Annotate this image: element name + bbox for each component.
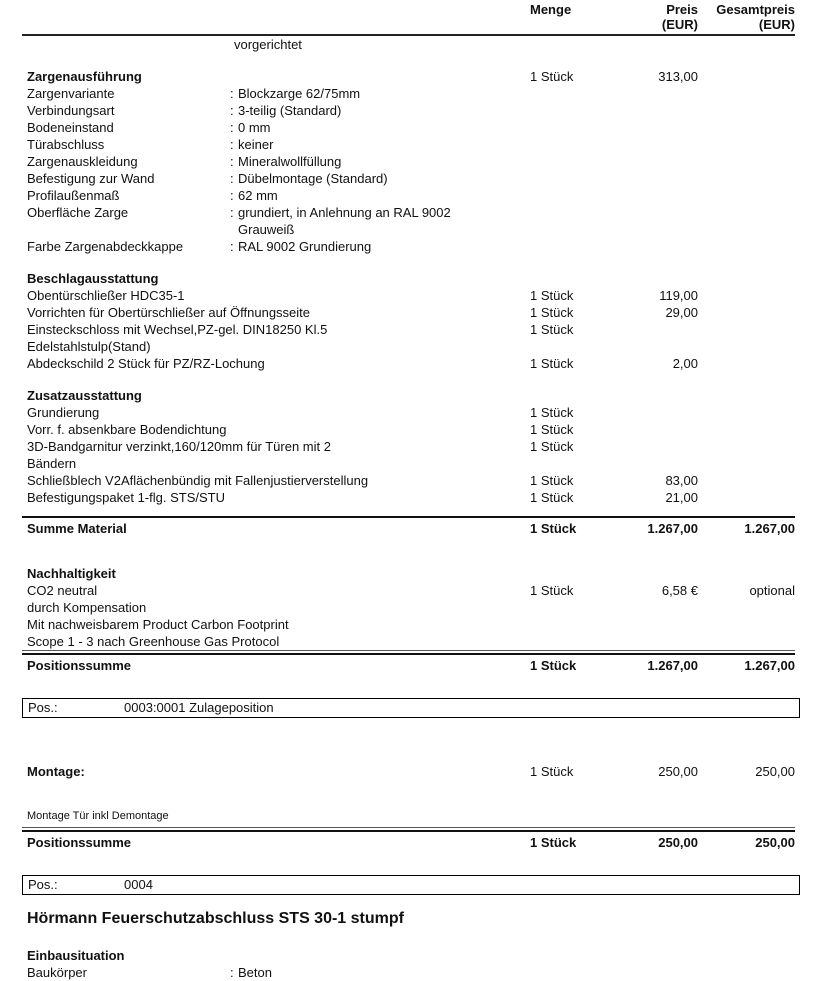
item-total: [698, 810, 795, 827]
attribute-total-spacer: [698, 204, 795, 238]
item-price: [610, 616, 698, 633]
item-total: 250,00: [755, 835, 795, 850]
attribute-row: [22, 153, 795, 170]
item-quantity: [530, 455, 610, 472]
header-gesamtpreis-currency: (EUR): [758, 17, 795, 32]
attribute-value: 62 mm: [238, 188, 278, 203]
item-description: Montage Tür inkl Demontage: [27, 810, 169, 822]
item-price: 119,00: [659, 288, 698, 303]
item-description: Vorrichten für Obertürschließer auf Öffnungsseite: [27, 305, 311, 320]
item-total: 250,00: [755, 764, 795, 779]
attribute-value: Dübelmontage (Standard): [238, 171, 388, 186]
line-item-row: [22, 287, 795, 304]
attribute-price-spacer: [610, 136, 698, 153]
item-description: Einsteckschloss mit Wechsel,PZ-gel. DIN18250 Kl.5: [27, 322, 328, 337]
attribute-separator: :: [230, 103, 234, 118]
attribute-total-spacer: [698, 170, 795, 187]
line-item-row: [22, 68, 795, 85]
item-price: 250,00: [658, 835, 698, 850]
attribute-quantity-spacer: [530, 964, 610, 981]
attribute-row: [22, 170, 795, 187]
position-box: [22, 875, 800, 895]
attribute-total-spacer: [698, 136, 795, 153]
attribute-quantity-spacer: [530, 187, 610, 204]
document-body: [22, 36, 822, 981]
line-item-row: [22, 321, 795, 338]
attribute-separator: :: [230, 120, 234, 135]
item-quantity: 1 Stück: [530, 356, 574, 371]
item-description: Beschlagausstattung: [27, 271, 159, 286]
line-item-row: [22, 421, 795, 438]
item-description: Bändern: [27, 456, 77, 471]
item-quantity: [530, 616, 610, 633]
attribute-row: [22, 964, 795, 981]
attribute-separator: :: [230, 171, 234, 186]
item-description: Scope 1 - 3 nach Greenhouse Gas Protocol: [27, 634, 280, 649]
item-price: 1.267,00: [647, 520, 698, 536]
line-item-row: [22, 355, 795, 372]
item-total: [698, 438, 795, 455]
item-quantity: [530, 36, 610, 53]
attribute-row: [22, 187, 795, 204]
item-quantity: 1 Stück: [530, 764, 574, 779]
line-item-row: [22, 387, 795, 404]
item-price: 313,00: [658, 69, 698, 84]
attribute-separator: :: [230, 86, 234, 101]
item-total: [698, 355, 795, 372]
position-value: 0003:0001 Zulageposition: [124, 700, 274, 715]
blank-space: [22, 895, 822, 909]
attribute-value: Mineralwollfüllung: [238, 154, 342, 169]
item-description: Befestigungspaket 1-flg. STS/STU: [27, 490, 225, 505]
item-total: [698, 404, 795, 421]
item-quantity: 1 Stück: [530, 520, 577, 536]
attribute-total-spacer: [698, 102, 795, 119]
line-item-row: [22, 455, 795, 472]
item-price: [610, 810, 698, 827]
attribute-price-spacer: [610, 204, 698, 238]
item-description: Montage:: [27, 764, 85, 779]
item-quantity: 1 Stück: [530, 322, 574, 337]
attribute-separator: :: [230, 154, 234, 169]
attribute-price-spacer: [610, 238, 698, 255]
item-quantity: [530, 270, 610, 287]
attribute-separator: :: [230, 137, 234, 152]
item-description: Vorr. f. absenkbare Bodendichtung: [27, 422, 227, 437]
attribute-price-spacer: [610, 187, 698, 204]
line-item-row: [22, 472, 795, 489]
item-description: Edelstahlstulp(Stand): [27, 339, 151, 354]
item-quantity: [530, 565, 610, 582]
item-price: 250,00: [658, 764, 698, 779]
item-description: Zargenausführung: [27, 69, 142, 84]
attribute-key: Zargenauskleidung: [27, 154, 138, 169]
blank-space: [22, 506, 822, 514]
attribute-quantity-spacer: [530, 238, 610, 255]
line-item-row: [22, 947, 795, 964]
header-gesamtpreis-label: Gesamtpreis: [716, 2, 795, 17]
line-item-row: [22, 338, 795, 355]
attribute: [22, 238, 530, 255]
attribute-total-spacer: [698, 187, 795, 204]
item-description: Mit nachweisbarem Product Carbon Footprint: [27, 617, 289, 632]
item-quantity: [530, 633, 610, 650]
blank-space: [22, 674, 822, 698]
item-total: [698, 489, 795, 506]
attribute-total-spacer: [698, 964, 795, 981]
attribute-row: [22, 204, 795, 238]
attribute-value: 3-teilig (Standard): [238, 103, 342, 118]
position-label: Pos.:: [28, 877, 58, 892]
item-quantity: [530, 947, 610, 964]
attribute-key: Profilaußenmaß: [27, 188, 120, 203]
item-total: [698, 287, 795, 304]
attribute-value: grundiert, in Anlehnung an RAL 9002 Grauweiß: [238, 205, 451, 237]
table-header: [22, 2, 795, 36]
blank-space: [22, 53, 822, 68]
header-preis-label: Preis: [666, 2, 698, 17]
item-total: [698, 565, 795, 582]
attribute-key: Türabschluss: [27, 137, 105, 152]
attribute-total-spacer: [698, 119, 795, 136]
attribute-quantity-spacer: [530, 102, 610, 119]
item-quantity: 1 Stück: [530, 305, 574, 320]
total-row: [22, 653, 795, 674]
blank-space: [22, 255, 822, 270]
item-total: optional: [749, 583, 795, 598]
line-item-row: [22, 582, 795, 599]
attribute-separator: :: [230, 239, 234, 254]
attribute-row: [22, 102, 795, 119]
item-quantity: [530, 810, 610, 827]
attribute-separator: :: [230, 205, 234, 220]
blank-space: [22, 537, 822, 566]
item-price: [610, 633, 698, 650]
item-description: 3D-Bandgarnitur verzinkt,160/120mm für Türen mit 2: [27, 439, 331, 454]
attribute: [22, 136, 530, 153]
item-description: Zusatzausstattung: [27, 388, 142, 403]
item-total: [698, 387, 795, 404]
header-preis: [610, 2, 698, 32]
attribute-key: Verbindungsart: [27, 103, 115, 118]
total-row: [22, 516, 795, 537]
item-total: [698, 421, 795, 438]
item-price: [610, 387, 698, 404]
item-description: durch Kompensation: [27, 600, 147, 615]
item-price: [610, 421, 698, 438]
attribute-price-spacer: [610, 170, 698, 187]
attribute-key: Farbe Zargenabdeckkappe: [27, 239, 184, 254]
attribute-total-spacer: [698, 238, 795, 255]
item-quantity: 1 Stück: [530, 658, 577, 673]
item-price: [610, 404, 698, 421]
item-price: 83,00: [665, 473, 698, 488]
item-total: [698, 455, 795, 472]
attribute: [22, 102, 530, 119]
attribute-total-spacer: [698, 153, 795, 170]
attribute-quantity-spacer: [530, 85, 610, 102]
attribute: [22, 153, 530, 170]
attribute-separator: :: [230, 965, 234, 980]
header-description-spacer: [22, 2, 530, 32]
line-item-row: [22, 599, 795, 616]
line-item-row: [22, 270, 795, 287]
total-row: [22, 830, 795, 851]
attribute-key: Zargenvariante: [27, 86, 115, 101]
item-price: [610, 270, 698, 287]
attribute: [22, 85, 530, 102]
item-price: [610, 565, 698, 582]
item-total: 1.267,00: [744, 658, 795, 673]
header-menge: [530, 2, 610, 32]
position-label: Pos.:: [28, 700, 58, 715]
product-title: Hörmann Feuerschutzabschluss STS 30-1 stumpf: [27, 909, 404, 927]
item-description: Nachhaltigkeit: [27, 566, 116, 581]
item-total: [698, 633, 795, 650]
header-gesamtpreis: [698, 2, 795, 32]
position-box: [22, 698, 800, 718]
item-price: 2,00: [672, 356, 698, 371]
blank-space: [22, 851, 822, 875]
item-total: [698, 36, 795, 53]
line-item-row: [22, 565, 795, 582]
item-total: [698, 304, 795, 321]
attribute-price-spacer: [610, 964, 698, 981]
line-item-row: [22, 404, 795, 421]
item-total: [698, 947, 795, 964]
item-price: 29,00: [665, 305, 698, 320]
item-total: [698, 599, 795, 616]
item-description: Positionssumme: [27, 835, 132, 850]
attribute-quantity-spacer: [530, 170, 610, 187]
item-description: CO2 neutral: [27, 583, 98, 598]
item-total: [698, 321, 795, 338]
blank-space: [22, 372, 822, 387]
attribute-row: [22, 238, 795, 255]
attribute-total-spacer: [698, 85, 795, 102]
item-description: Abdeckschild 2 Stück für PZ/RZ-Lochung: [27, 356, 265, 371]
item-description: vorgerichtet: [234, 37, 302, 52]
item-description: Schließblech V2Aflächenbündig mit Fallenjustierverstellung: [27, 473, 369, 488]
line-item-row: [22, 763, 795, 780]
item-price: [610, 947, 698, 964]
attribute-quantity-spacer: [530, 153, 610, 170]
item-quantity: 1 Stück: [530, 288, 574, 303]
blank-space: [22, 718, 822, 763]
attribute-value: Blockzarge 62/75mm: [238, 86, 361, 101]
attribute-value: Beton: [238, 965, 272, 980]
item-price: [610, 338, 698, 355]
item-total: [698, 68, 795, 85]
line-item-row: [22, 633, 795, 651]
item-quantity: 1 Stück: [530, 473, 574, 488]
attribute-price-spacer: [610, 153, 698, 170]
item-price: [610, 438, 698, 455]
item-price: 1.267,00: [647, 658, 698, 673]
attribute-quantity-spacer: [530, 136, 610, 153]
attribute-key: Befestigung zur Wand: [27, 171, 155, 186]
item-price: [610, 599, 698, 616]
item-total: 1.267,00: [744, 520, 795, 536]
line-item-row: [22, 616, 795, 633]
item-price: [610, 321, 698, 338]
item-quantity: 1 Stück: [530, 422, 574, 437]
item-quantity: 1 Stück: [530, 69, 574, 84]
attribute-price-spacer: [610, 85, 698, 102]
item-description: Einbausituation: [27, 948, 125, 963]
item-quantity: [530, 338, 610, 355]
item-price: [610, 455, 698, 472]
item-quantity: 1 Stück: [530, 405, 574, 420]
item-quantity: 1 Stück: [530, 490, 574, 505]
item-quantity: 1 Stück: [530, 439, 574, 454]
line-item-row: [22, 489, 795, 506]
attribute-price-spacer: [610, 102, 698, 119]
line-item-row: [22, 304, 795, 321]
item-total: [698, 472, 795, 489]
attribute-key: Oberfläche Zarge: [27, 205, 129, 220]
blank-space: [22, 780, 822, 810]
item-quantity: [530, 387, 610, 404]
header-menge-label: Menge: [530, 2, 572, 17]
item-description: Summe Material: [27, 520, 127, 536]
attribute-row: [22, 119, 795, 136]
attribute-value: keiner: [238, 137, 274, 152]
attribute-row: [22, 136, 795, 153]
attribute: [22, 187, 530, 204]
item-total: [698, 338, 795, 355]
attribute: [22, 119, 530, 136]
attribute-value: RAL 9002 Grundierung: [238, 239, 372, 254]
item-total: [698, 270, 795, 287]
line-item-row: [22, 438, 795, 455]
attribute-value: 0 mm: [238, 120, 271, 135]
attribute-row: [22, 85, 795, 102]
item-description: Obentürschließer HDC35-1: [27, 288, 185, 303]
note-row: [22, 810, 795, 828]
attribute: [22, 204, 530, 238]
header-preis-currency: (EUR): [661, 17, 698, 32]
attribute-separator: :: [230, 188, 234, 203]
item-quantity: [530, 599, 610, 616]
attribute-quantity-spacer: [530, 204, 610, 238]
attribute-quantity-spacer: [530, 119, 610, 136]
item-description: Grundierung: [27, 405, 100, 420]
item-price: 6,58 €: [661, 583, 698, 598]
attribute-key: Baukörper: [27, 965, 87, 980]
continuation-row: [22, 36, 795, 53]
item-description: Positionssumme: [27, 658, 132, 673]
attribute: [22, 964, 530, 981]
blank-space: [22, 928, 822, 948]
attribute-price-spacer: [610, 119, 698, 136]
item-quantity: 1 Stück: [530, 583, 574, 598]
position-value: 0004: [124, 877, 153, 892]
item-price: 21,00: [665, 490, 698, 505]
item-total: [698, 616, 795, 633]
attribute: [22, 170, 530, 187]
attribute-key: Bodeneinstand: [27, 120, 114, 135]
item-quantity: 1 Stück: [530, 835, 577, 850]
item-price: [610, 36, 698, 53]
